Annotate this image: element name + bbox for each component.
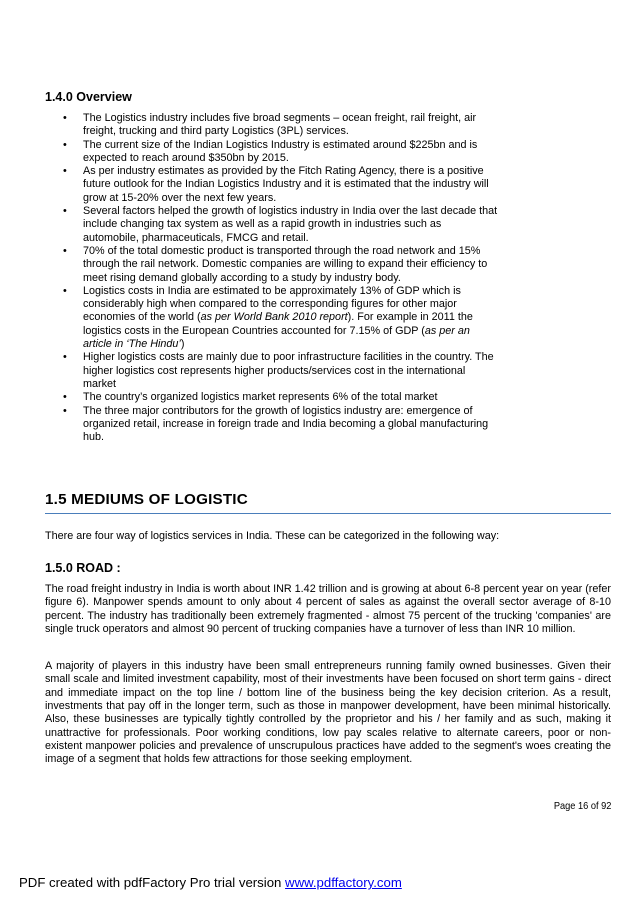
bullet-icon: • <box>63 404 67 417</box>
list-item: • Logistics costs in India are estimated to be approximately 13% of GDP which is considerably high when compared to the corresponding figures for other major economies of the world (as per World Bank 2010 report). For example in 2011 the logistics costs in the European Countries accounted for 7.15% of GDP (as per an article in ‘The Hindu’) <box>63 284 473 351</box>
bullet-icon: • <box>63 112 67 124</box>
page-number: Page 16 of 92 <box>553 800 611 812</box>
section-heading-overview: 1.4.0 Overview <box>45 90 132 104</box>
bullet-icon: • <box>63 244 67 257</box>
bullet-icon: • <box>63 351 67 364</box>
road-paragraph-2: A majority of players in this industry have been small entrepreneurs running family owned businesses. Given their small scale and limited investment capability, most of their investments have been focused on short term gains - direct and immediate impact on the top line / bottom line of the business being the key decision criterion. As a result, investments that pay off in the longer term, such as those in manpower development, have been minimal historically. Also, these businesses are typically tightly controlled by the proprietor and his / her family and as such, making it unattractive for professionals. Poor working conditions, low pay scales relative to alternate careers, poor or non-existent manpower policies and prevalence of unscrupulous practices have added to the segment's woes creating the image of a segment that holds few attractions for those seeking employment. <box>45 660 611 766</box>
list-item: • The country’s organized logistics market represents 6% of the total market <box>63 391 438 404</box>
citation-italic: as per an article in ‘The Hindu’ <box>83 324 470 351</box>
list-item: • As per industry estimates as provided by the Fitch Rating Agency, there is a positive future outlook for the Indian Logistics Industry and it is estimated that the industry will grow at 15-20% over the next few years. <box>63 165 489 204</box>
pdf-footer <box>19 875 402 890</box>
list-item: • Several factors helped the growth of logistics industry in India over the last decade that include changing tax system as well as a rapid growth in industries such as automobile, pharmaceuticals, FMCG and retail. <box>63 205 498 244</box>
list-item: • The Logistics industry includes five broad segments – ocean freight, rail freight, air freight, trucking and third party Logistics (3PL) services. <box>63 112 477 138</box>
section-heading-road: 1.5.0 ROAD : <box>45 561 121 575</box>
overview-bullet-list <box>60 112 500 444</box>
citation-italic: as per World Bank 2010 report <box>200 311 348 324</box>
list-item: • Higher logistics costs are mainly due to poor infrastructure facilities in the country. The higher logistics cost represents higher products/services cost in the international market <box>63 351 494 390</box>
bullet-icon: • <box>63 165 67 178</box>
bullet-icon: • <box>63 391 67 404</box>
bullet-icon: • <box>63 205 67 218</box>
heading-rule-divider <box>45 513 611 514</box>
footer-link[interactable]: www.pdffactory.com <box>285 875 402 890</box>
list-item: • The current size of the Indian Logistics Industry is estimated around $225bn and is expected to reach around $350bn by 2015. <box>63 138 478 164</box>
bullet-icon: • <box>63 138 67 151</box>
bullet-icon: • <box>63 284 67 297</box>
section-heading-mediums: 1.5 MEDIUMS OF LOGISTIC <box>45 491 248 508</box>
footer-text: PDF created with pdfFactory Pro trial version <box>19 875 286 890</box>
road-paragraph-1: The road freight industry in India is worth about INR 1.42 trillion and is growing at about 6-8 percent year on year (refer figure 6). Manpower spends amount to only about 4 percent of sales as against the overall sector average of 8-10 percent. The industry has traditionally been extremely fragmented - almost 75 percent of the trucking 'companies' are single truck operators and almost 90 percent of trucking companies have a turnover of less than INR 10 million. <box>45 583 611 636</box>
mediums-intro-text: There are four way of logistics services in India. These can be categorized in the following way: <box>45 530 500 542</box>
list-item: • 70% of the total domestic product is transported through the road network and 15% through the rail network. Domestic companies are willing to expand their efficiency to meet rising demand globally according to a study by industry body. <box>63 244 488 284</box>
list-item: • The three major contributors for the growth of logistics industry are: emergence of organized retail, increase in foreign trade and India becoming a global manufacturing hub. <box>63 404 489 444</box>
